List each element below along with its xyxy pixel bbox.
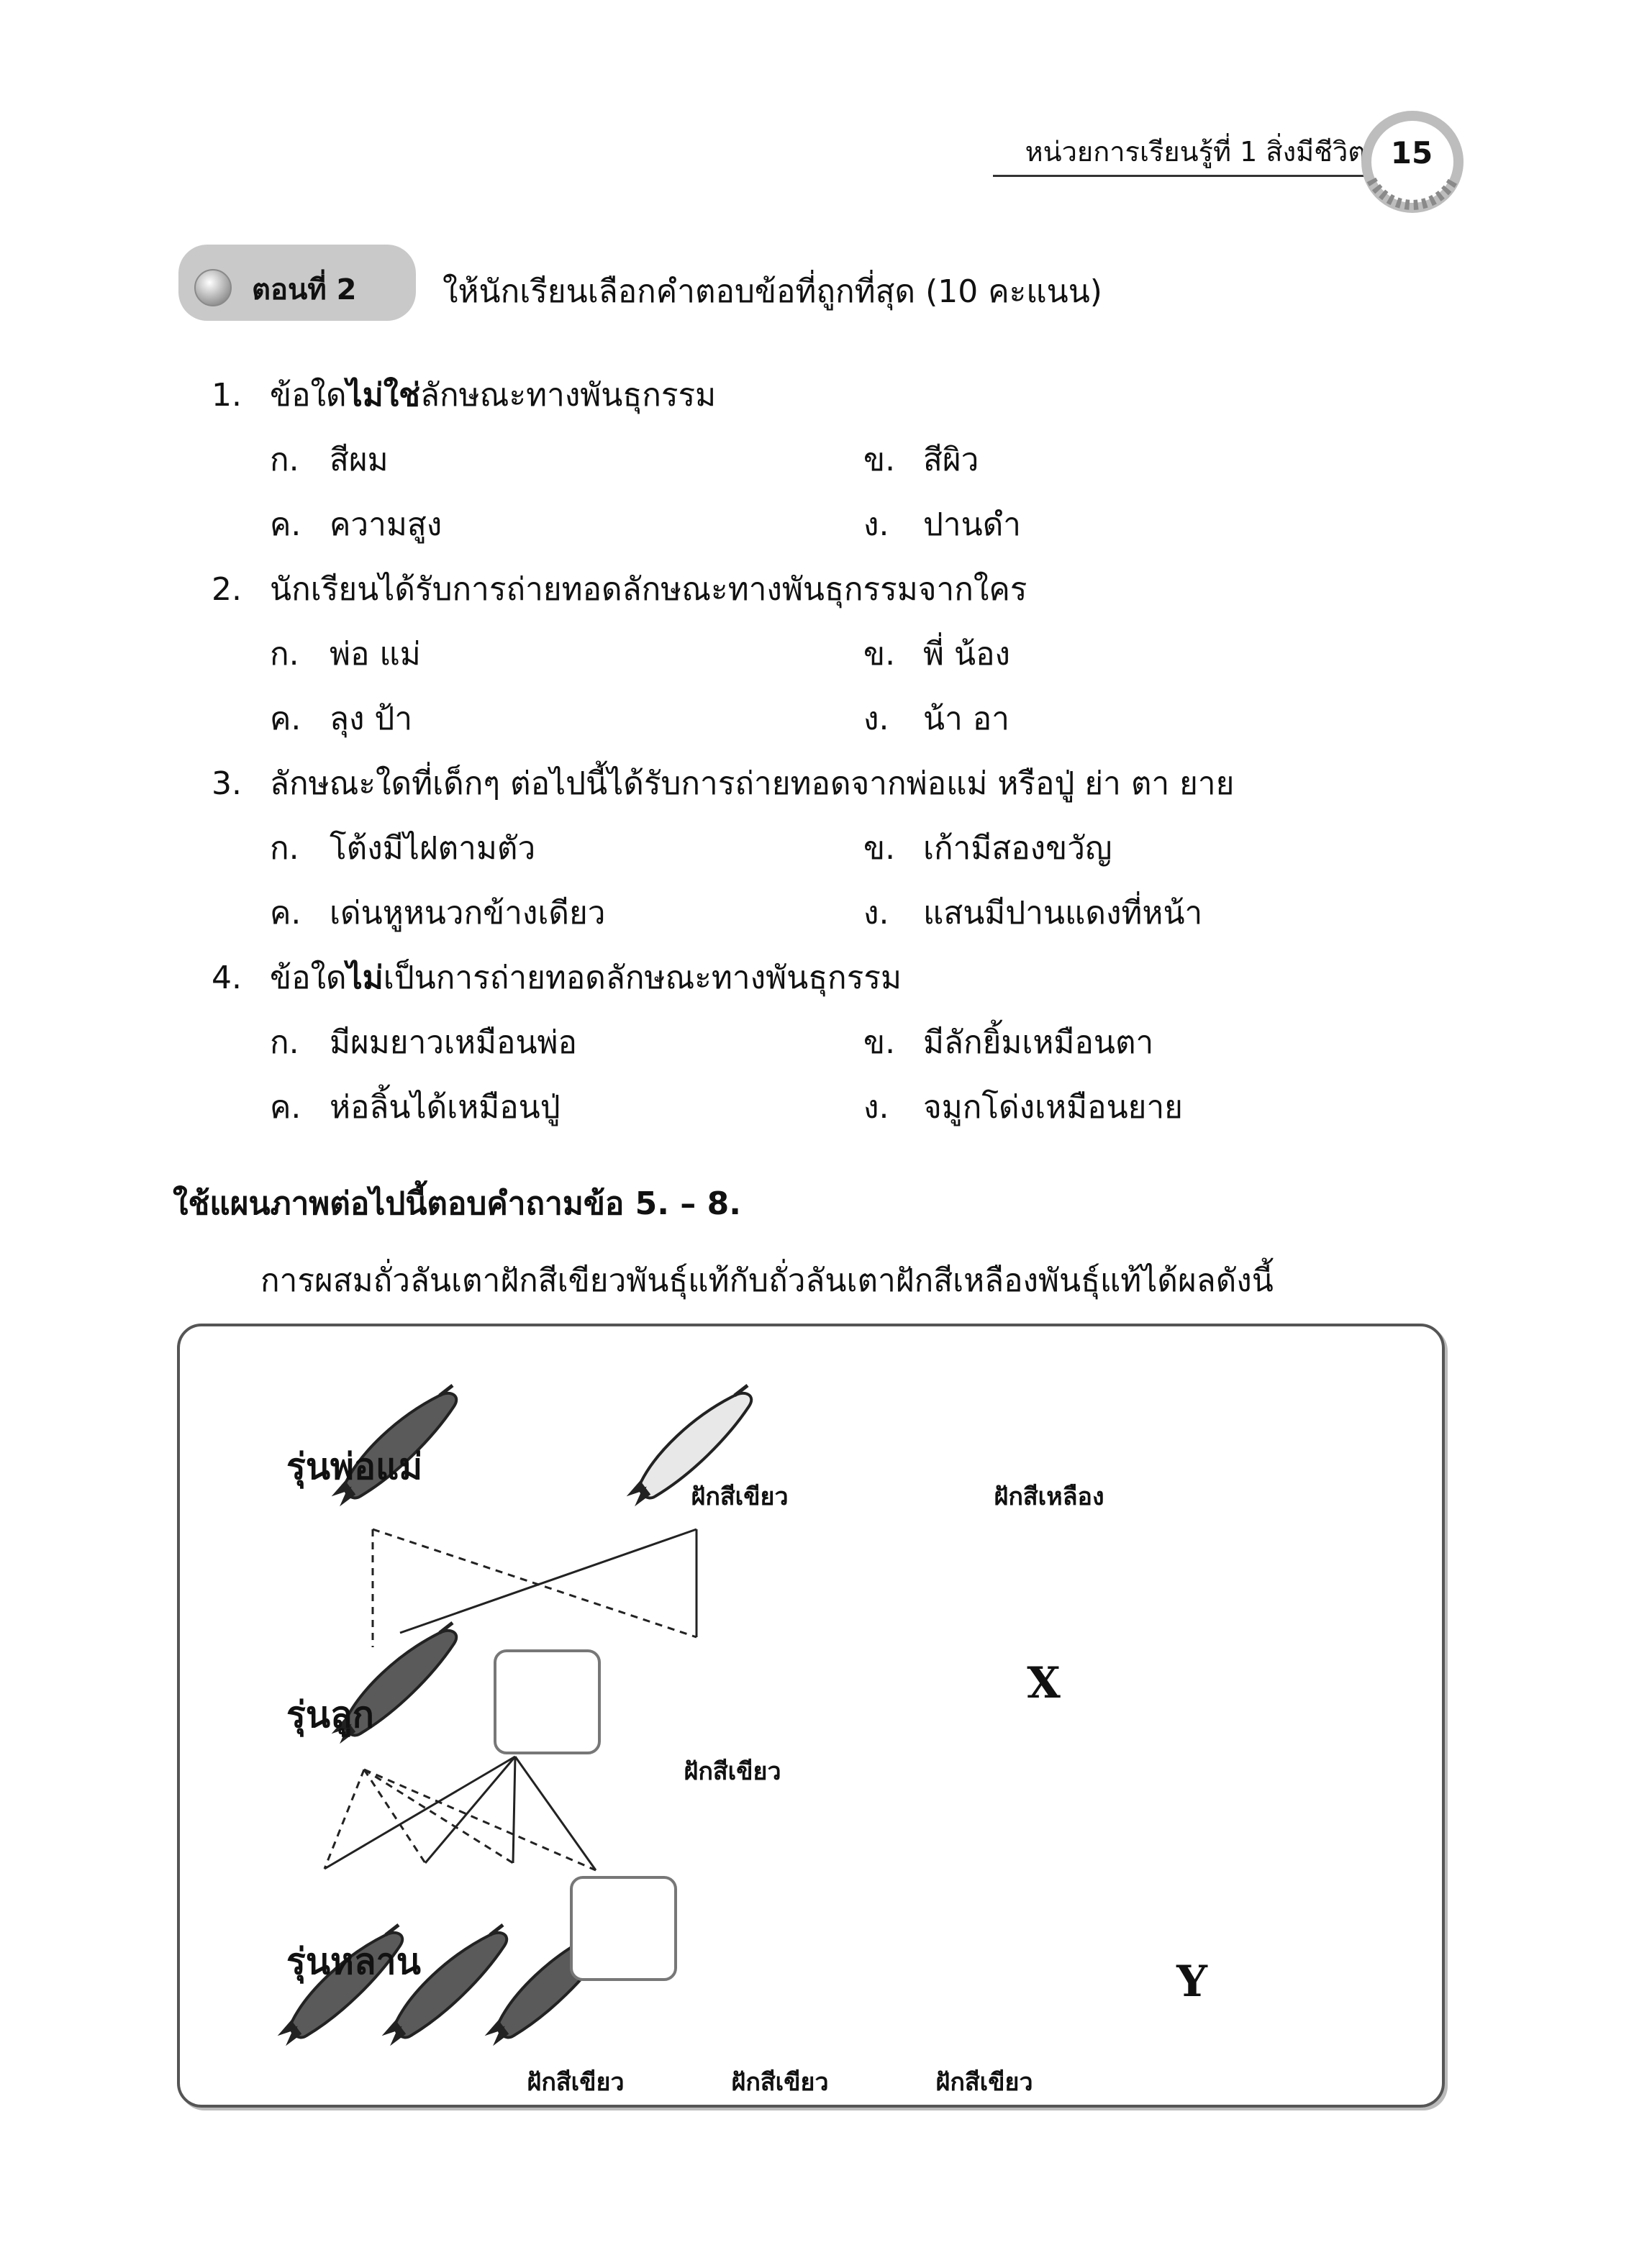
option-letter: ค. xyxy=(270,506,301,543)
question-stem xyxy=(270,571,1027,608)
option-text: ห่อลิ้นได้เหมือนปู่ xyxy=(330,1089,561,1126)
option-text: น้า อา xyxy=(923,701,1009,737)
option-letter: ง. xyxy=(863,506,889,543)
header-rule xyxy=(993,175,1381,177)
option-text: พี่ น้อง xyxy=(923,636,1010,673)
pod-label: ฝักสีเหลือง xyxy=(994,1483,1104,1511)
option-text: สีผิว xyxy=(923,442,979,478)
pod-label: ฝักสีเขียว xyxy=(731,2068,829,2097)
page-number: 15 xyxy=(1390,135,1433,170)
option-text: ลุง ป้า xyxy=(330,701,413,737)
question-number: 1. xyxy=(212,377,242,414)
stem-emphasis: ไม่ xyxy=(346,960,384,996)
pod-label: ฝักสีเขียว xyxy=(935,2068,1033,2097)
stem-text: ข้อใด xyxy=(270,377,347,414)
option-text: มีลักยิ้มเหมือนตา xyxy=(923,1024,1154,1061)
section-label: ตอนที่ 2 xyxy=(252,273,357,306)
pod-label: ฝักสีเขียว xyxy=(691,1483,789,1511)
option-letter: ข. xyxy=(863,636,896,673)
dashed-line xyxy=(364,1770,513,1863)
unknown-y-label: Y xyxy=(1176,1957,1207,2007)
option-text: โต้งมีไฝตามตัว xyxy=(330,830,536,867)
option-text: พ่อ แม่ xyxy=(330,636,421,673)
option-text: ความสูง xyxy=(330,506,443,543)
option-letter: ค. xyxy=(270,1089,301,1126)
section-instruction: ให้นักเรียนเลือกคำตอบข้อที่ถูกที่สุด (10 คะแนน) xyxy=(443,273,1102,310)
bullet-circle-icon xyxy=(194,269,232,306)
option-text: มีผมยาวเหมือนพ่อ xyxy=(330,1024,577,1061)
stem-text: ข้อใด xyxy=(270,960,347,996)
option-text: เก้ามีสองขวัญ xyxy=(923,830,1112,867)
option-letter: ข. xyxy=(863,442,896,478)
option-letter: ค. xyxy=(270,701,301,737)
stem-text: เป็นการถ่ายทอดลักษณะทางพันธุกรรม xyxy=(383,960,902,996)
option-letter: ง. xyxy=(863,895,889,932)
option-text: แสนมีปานแดงที่หน้า xyxy=(923,895,1203,932)
question-number: 2. xyxy=(212,571,242,608)
generation-label-children: รุ่นลูก xyxy=(286,1694,374,1736)
x-box xyxy=(495,1651,599,1753)
pod-label: ฝักสีเขียว xyxy=(527,2068,625,2097)
dashed-line xyxy=(325,1770,364,1869)
stem-text: ลักษณะทางพันธุกรรม xyxy=(420,377,717,414)
question-number: 3. xyxy=(212,765,242,802)
running-title: หน่วยการเรียนรู้ที่ 1 สิ่งมีชีวิต xyxy=(1025,136,1366,168)
option-text: จมูกโด่งเหมือนยาย xyxy=(923,1089,1183,1126)
solid-line xyxy=(400,1529,696,1633)
dashed-line xyxy=(364,1770,425,1863)
y-box xyxy=(571,1877,676,1980)
generation-label-parents: รุ่นพ่อแม่ xyxy=(286,1446,423,1488)
option-letter: ก. xyxy=(270,830,299,867)
option-text: เด่นหูหนวกข้างเดียว xyxy=(330,895,606,932)
question-stem xyxy=(270,765,1235,802)
generation-label-grandchildren: รุ่นหลาน xyxy=(286,1941,421,1982)
option-letter: ก. xyxy=(270,636,299,673)
solid-line xyxy=(425,1757,515,1863)
question-stem xyxy=(270,962,902,994)
option-letter: ง. xyxy=(863,701,889,737)
pod-label: ฝักสีเขียว xyxy=(684,1757,781,1786)
unknown-x-label: X xyxy=(1027,1658,1061,1708)
option-letter: ง. xyxy=(863,1089,889,1126)
diagram-heading: ใช้แผนภาพต่อไปนี้ตอบคำถามข้อ 5. – 8. xyxy=(173,1185,741,1222)
question-stem xyxy=(270,377,717,414)
option-letter: ก. xyxy=(270,1024,299,1061)
diagram-caption: การผสมถั่วลันเตาฝักสีเขียวพันธุ์แท้กับถั่วลันเตาฝักสีเหลืองพันธุ์แท้ได้ผลดังนี้ xyxy=(260,1262,1274,1299)
option-letter: ข. xyxy=(863,830,896,867)
option-text: สีผม xyxy=(330,442,389,478)
stem-text: ลักษณะใดที่เด็กๆ ต่อไปนี้ได้รับการถ่ายทอดจากพ่อแม่ หรือปู่ ย่า ตา ยาย xyxy=(270,765,1235,802)
option-letter: ข. xyxy=(863,1024,896,1061)
solid-line xyxy=(513,1757,515,1863)
option-letter: ค. xyxy=(270,895,301,932)
solid-line xyxy=(325,1757,515,1869)
stem-text: นักเรียนได้รับการถ่ายทอดลักษณะทางพันธุกรรมจากใคร xyxy=(270,571,1027,608)
stem-emphasis: ไม่ใช่ xyxy=(346,377,421,414)
option-text: ปานดำ xyxy=(923,506,1021,543)
question-number: 4. xyxy=(212,960,242,996)
option-letter: ก. xyxy=(270,442,299,478)
